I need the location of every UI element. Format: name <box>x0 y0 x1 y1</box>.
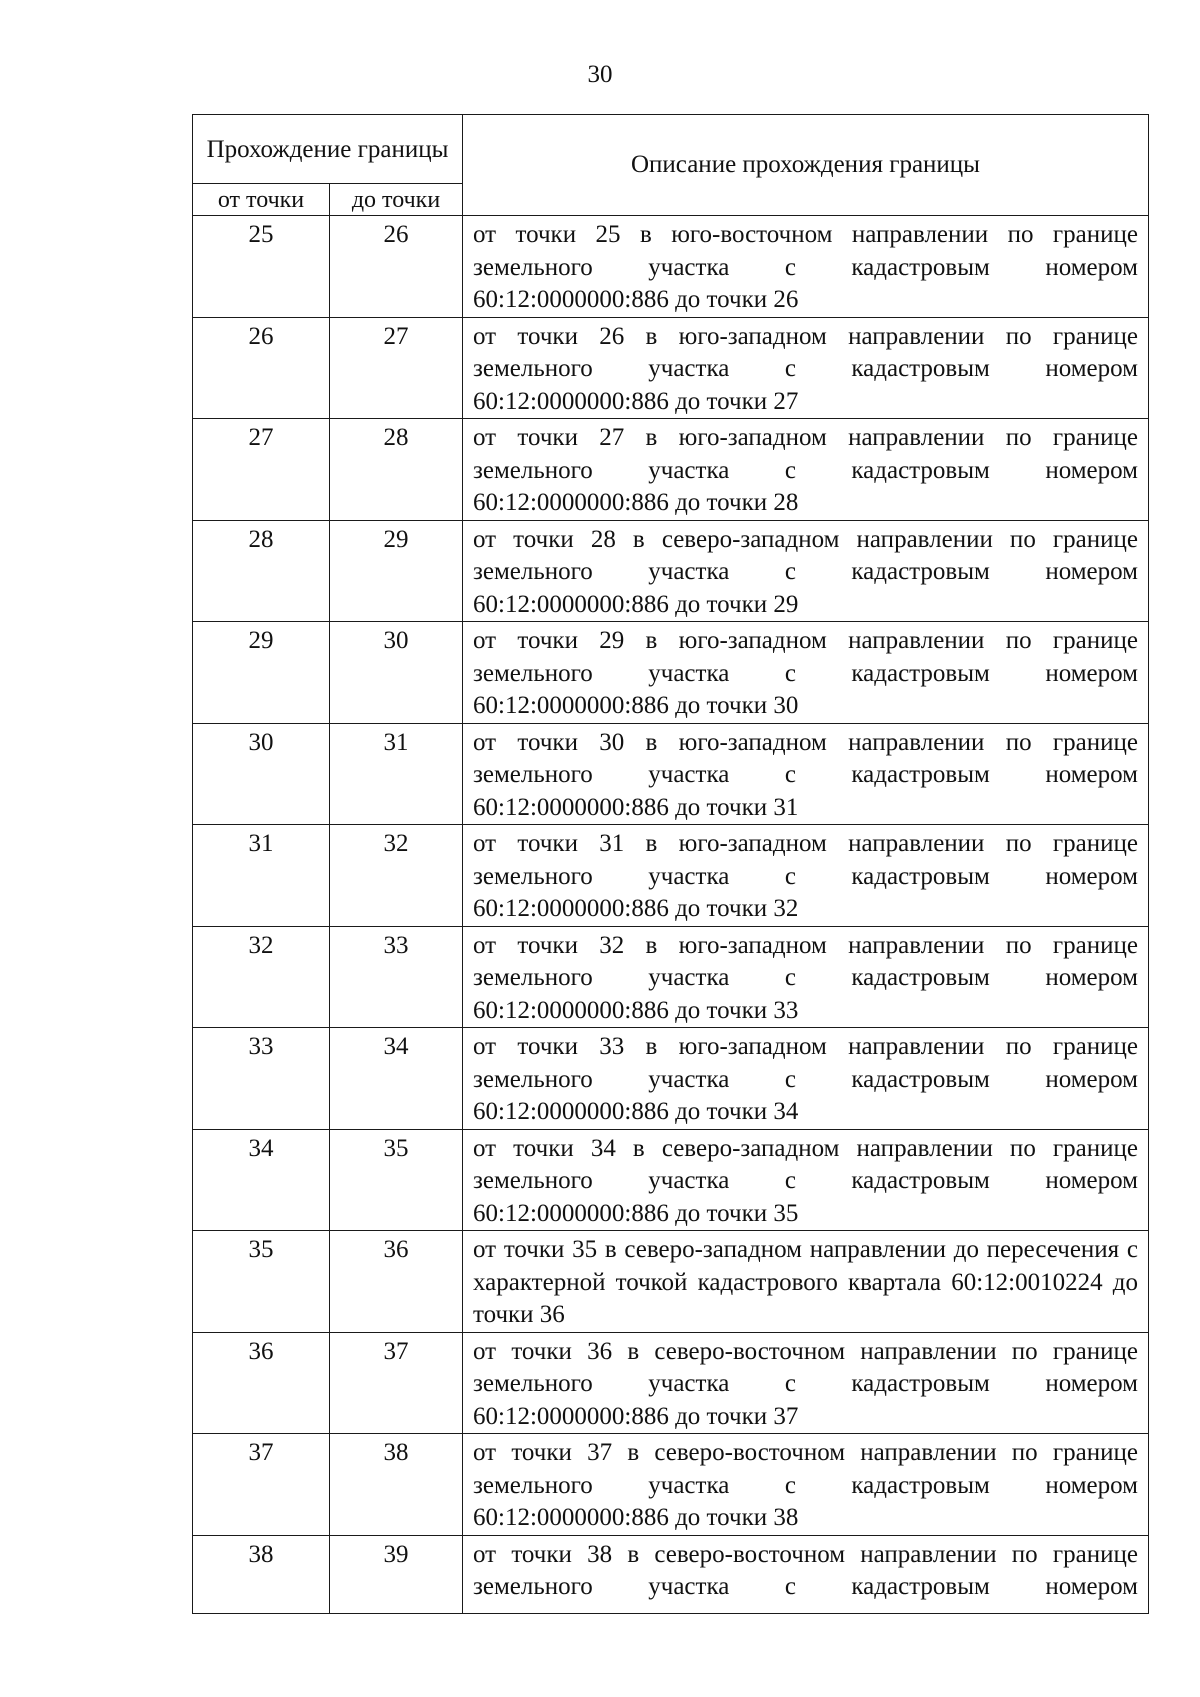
to-point-cell: 32 <box>330 825 463 927</box>
table-row <box>193 419 1149 521</box>
to-point-cell: 39 <box>330 1535 463 1613</box>
from-point-cell: 27 <box>193 419 330 521</box>
description-cell: от точки 27 в юго-западном направлении по границе земельного участка с кадастровым номером 60:12:0000000:886 до точки 28 <box>463 419 1149 521</box>
description-cell: от точки 36 в северо-восточном направлении по границе земельного участка с кадастровым номером 60:12:0000000:886 до точки 37 <box>463 1332 1149 1434</box>
table-row <box>193 520 1149 622</box>
description-cell: от точки 26 в юго-западном направлении по границе земельного участка с кадастровым номером 60:12:0000000:886 до точки 27 <box>463 317 1149 419</box>
table-row <box>193 723 1149 825</box>
header-from-point: от точки <box>193 184 330 216</box>
from-point-cell: 30 <box>193 723 330 825</box>
description-cell: от точки 35 в северо-западном направлении до пересечения с характерной точкой кадастрового квартала 60:12:0010224 до точки 36 <box>463 1231 1149 1333</box>
from-point-cell: 38 <box>193 1535 330 1613</box>
table-row <box>193 1129 1149 1231</box>
to-point-cell: 28 <box>330 419 463 521</box>
from-point-cell: 33 <box>193 1028 330 1130</box>
table-body <box>193 216 1149 1614</box>
from-point-cell: 35 <box>193 1231 330 1333</box>
table-row <box>193 1231 1149 1333</box>
table-header <box>193 115 1149 216</box>
description-cell: от точки 33 в юго-западном направлении по границе земельного участка с кадастровым номером 60:12:0000000:886 до точки 34 <box>463 1028 1149 1130</box>
to-point-cell: 31 <box>330 723 463 825</box>
description-cell: от точки 37 в северо-восточном направлении по границе земельного участка с кадастровым номером 60:12:0000000:886 до точки 38 <box>463 1434 1149 1536</box>
table-row <box>193 926 1149 1028</box>
from-point-cell: 32 <box>193 926 330 1028</box>
header-description: Описание прохождения границы <box>463 115 1149 216</box>
from-point-cell: 37 <box>193 1434 330 1536</box>
header-boundary-passage: Прохождение границы <box>193 115 463 184</box>
header-to-point: до точки <box>330 184 463 216</box>
table-row <box>193 825 1149 927</box>
from-point-cell: 28 <box>193 520 330 622</box>
table-row <box>193 216 1149 318</box>
description-cell: от точки 25 в юго-восточном направлении по границе земельного участка с кадастровым номером 60:12:0000000:886 до точки 26 <box>463 216 1149 318</box>
to-point-cell: 38 <box>330 1434 463 1536</box>
table-row <box>193 622 1149 724</box>
to-point-cell: 33 <box>330 926 463 1028</box>
from-point-cell: 25 <box>193 216 330 318</box>
table-row <box>193 1434 1149 1536</box>
to-point-cell: 29 <box>330 520 463 622</box>
table-row <box>193 1332 1149 1434</box>
table-row <box>193 1535 1149 1613</box>
to-point-cell: 35 <box>330 1129 463 1231</box>
description-cell: от точки 31 в юго-западном направлении по границе земельного участка с кадастровым номером 60:12:0000000:886 до точки 32 <box>463 825 1149 927</box>
to-point-cell: 27 <box>330 317 463 419</box>
to-point-cell: 26 <box>330 216 463 318</box>
from-point-cell: 31 <box>193 825 330 927</box>
description-cell: от точки 32 в юго-западном направлении по границе земельного участка с кадастровым номером 60:12:0000000:886 до точки 33 <box>463 926 1149 1028</box>
to-point-cell: 34 <box>330 1028 463 1130</box>
description-cell: от точки 29 в юго-западном направлении по границе земельного участка с кадастровым номером 60:12:0000000:886 до точки 30 <box>463 622 1149 724</box>
from-point-cell: 29 <box>193 622 330 724</box>
from-point-cell: 36 <box>193 1332 330 1434</box>
description-cell: от точки 30 в юго-западном направлении по границе земельного участка с кадастровым номером 60:12:0000000:886 до точки 31 <box>463 723 1149 825</box>
from-point-cell: 26 <box>193 317 330 419</box>
to-point-cell: 37 <box>330 1332 463 1434</box>
description-cell: от точки 34 в северо-западном направлении по границе земельного участка с кадастровым номером 60:12:0000000:886 до точки 35 <box>463 1129 1149 1231</box>
table-row <box>193 317 1149 419</box>
boundary-table <box>192 114 1149 1614</box>
to-point-cell: 36 <box>330 1231 463 1333</box>
page-number: 30 <box>587 61 613 88</box>
description-cell: от точки 38 в северо-восточном направлении по границе земельного участка с кадастровым номером <box>463 1535 1149 1613</box>
from-point-cell: 34 <box>193 1129 330 1231</box>
table-row <box>193 1028 1149 1130</box>
description-cell: от точки 28 в северо-западном направлении по границе земельного участка с кадастровым номером 60:12:0000000:886 до точки 29 <box>463 520 1149 622</box>
to-point-cell: 30 <box>330 622 463 724</box>
